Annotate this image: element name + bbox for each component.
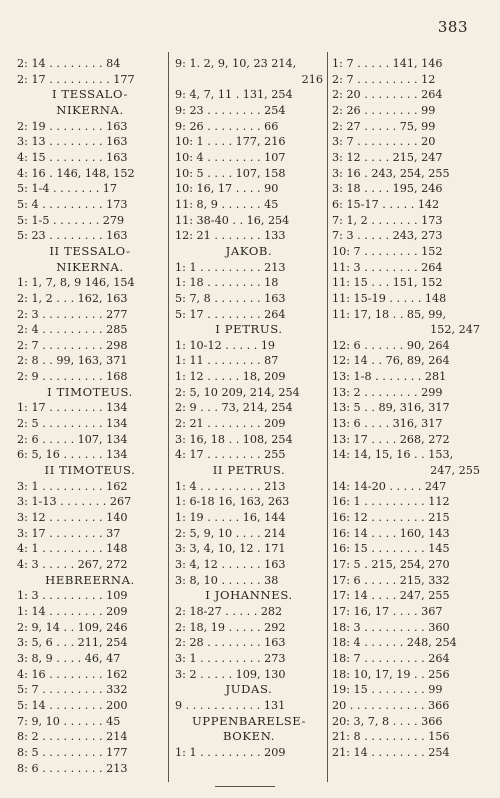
index-entry: 3: 8, 10 . . . . . . 38: [175, 573, 279, 587]
index-entry: 17: 16, 17 . . . . 367: [332, 604, 443, 618]
index-entry: 5: 1-5 . . . . . . . 279: [17, 213, 125, 227]
index-entry: 17: 14 . . . . 247, 255: [332, 589, 450, 603]
index-entry: 18: 10, 17, 19 . . 256: [332, 667, 450, 681]
index-entry: 1: 18 . . . . . . . . 18: [175, 276, 279, 290]
index-entry: 5: 7, 8 . . . . . . . 163: [175, 291, 286, 305]
index-entry: 11: 15 . . . 151, 152: [332, 276, 443, 290]
index-entry: 2: 9 . . . 73, 214, 254: [175, 401, 293, 415]
index-entry-continuation: 216: [301, 72, 323, 86]
index-entry: 7: 1, 2 . . . . . . . 173: [332, 213, 443, 227]
book-heading: I TESSALO-: [51, 87, 129, 102]
index-entry: 3: 12 . . . . 215, 247: [332, 150, 443, 164]
index-entry: 16: 1 . . . . . . . . . 112: [332, 495, 450, 509]
index-entry: 3: 4, 12 . . . . . . 163: [175, 558, 286, 571]
index-entry: 16: 14 . . . . 160, 143: [332, 526, 450, 540]
index-entry: 13: 6 . . . . 316, 317: [332, 417, 443, 431]
index-entry: 3: 1-13 . . . . . . . 267: [17, 495, 132, 509]
index-entry: 2: 5, 10 209, 214, 254: [175, 385, 300, 399]
index-entry: 10: 16, 17 . . . . 90: [175, 182, 279, 196]
index-entry: 21: 14 . . . . . . . . 254: [332, 745, 450, 759]
index-entry: 19: 15 . . . . . . . . 99: [332, 683, 443, 697]
index-entry: 2: 4 . . . . . . . . . 285: [17, 323, 128, 337]
index-entry: 3: 3, 4, 10, 12 . 171: [175, 542, 286, 556]
index-entry: 20 . . . . . . . . . . . 366: [332, 698, 450, 712]
index-entry: 13: 17 . . . . 268, 272: [332, 432, 450, 446]
index-entry: 10: 5 . . . . 107, 158: [175, 166, 286, 180]
index-entry: 2: 28 . . . . . . . . 163: [175, 636, 286, 650]
index-entry: 2: 19 . . . . . . . . 163: [17, 119, 128, 133]
book-heading: II TIMOTEUS.: [44, 463, 136, 478]
index-entry: 3: 1 . . . . . . . . . 162: [17, 479, 128, 493]
index-entry: 1: 1 . . . . . . . . . 213: [175, 260, 286, 274]
index-entry: 9: 4, 7, 11 . 131, 254: [175, 88, 293, 102]
index-entry: 2: 17 . . . . . . . . . 177: [17, 72, 135, 86]
page-number: 383: [437, 18, 468, 36]
index-entry: 12: 6 . . . . . . 90, 264: [332, 338, 450, 352]
index-entry: 3: 13 . . . . . . . . 163: [17, 135, 128, 149]
index-entry: 3: 5, 6 . . . 211, 254: [17, 636, 128, 650]
index-entry: 11: 38-40 . . 16, 254: [175, 213, 290, 227]
index-entry: 5: 1-4 . . . . . . . 17: [17, 182, 118, 196]
index-entry: 1: 10-12 . . . . . 19: [175, 338, 276, 352]
book-heading: I TIMOTEUS.: [47, 384, 133, 399]
index-entry: 7: 3 . . . . . 243, 273: [332, 229, 443, 243]
book-heading: NIKERNA.: [56, 102, 124, 117]
index-entry: 17: 5 . 215, 254, 270: [332, 558, 450, 571]
index-entry: 11: 3 . . . . . . . . 264: [332, 260, 443, 274]
index-entry: 2: 18, 19 . . . . . 292: [175, 620, 286, 634]
index-entry: 6: 5, 16 . . . . . . 134: [17, 448, 128, 462]
index-entry: 2: 9, 14 . . 109, 246: [17, 620, 128, 634]
index-entry: 20: 3, 7, 8 . . . . 366: [332, 714, 443, 728]
index-entry: 8: 5 . . . . . . . . . 177: [17, 745, 128, 759]
index-entry: 13: 1-8 . . . . . . . 281: [332, 370, 447, 384]
index-entry: 13: 5 . . 89, 316, 317: [332, 401, 450, 415]
index-entry: 2: 1, 2 . . . 162, 163: [17, 291, 128, 305]
index-entry: 11: 8, 9 . . . . . . 45: [175, 197, 279, 211]
book-heading: I JOHANNES.: [205, 588, 293, 603]
index-entry: 3: 16, 18 . . 108, 254: [175, 432, 293, 446]
index-entry: 2: 5 . . . . . . . . . 134: [17, 417, 128, 431]
index-entry: 2: 21 . . . . . . . . 209: [175, 417, 286, 431]
index-entry: 18: 4 . . . . . . 248, 254: [332, 636, 457, 650]
index-entry: 2: 20 . . . . . . . . 264: [332, 88, 443, 102]
index-entry: 2: 3 . . . . . . . . . 277: [17, 307, 128, 321]
index-entry: 13: 2 . . . . . . . . 299: [332, 385, 443, 399]
book-heading: NIKERNA.: [56, 259, 124, 274]
column-divider-left: [168, 52, 169, 782]
index-entry: 2: 6 . . . . . 107, 134: [17, 432, 128, 446]
book-heading: BOKEN.: [222, 729, 276, 744]
index-entry: 8: 2 . . . . . . . . . 214: [17, 730, 128, 744]
index-entry: 10: 1 . . . . 177, 216: [175, 135, 286, 149]
index-entry: 4: 17 . . . . . . . . 255: [175, 448, 286, 462]
index-entry: 1: 12 . . . . . 18, 209: [175, 370, 286, 384]
book-heading: JAKOB.: [225, 243, 273, 258]
index-entry: 2: 7 . . . . . . . . . 298: [17, 338, 128, 352]
index-entry: 14: 14-20 . . . . . 247: [332, 479, 447, 493]
index-entry: 8: 6 . . . . . . . . . 213: [17, 761, 128, 775]
index-entry: 6: 15-17 . . . . . 142: [332, 197, 440, 211]
index-entry: 5: 4 . . . . . . . . . 173: [17, 197, 128, 211]
index-entry: 2: 7 . . . . . . . . . 12: [332, 72, 436, 86]
index-entry: 5: 14 . . . . . . . . 200: [17, 698, 128, 712]
index-entry: 4: 15 . . . . . . . . 163: [17, 150, 128, 164]
column-divider-right: [327, 52, 328, 782]
index-entry: 7: 9, 10 . . . . . . 45: [17, 714, 121, 728]
index-entry: 4: 16 . 146, 148, 152: [17, 166, 135, 180]
index-entry: 5: 17 . . . . . . . . 264: [175, 307, 286, 321]
index-entry: 2: 5, 9, 10 . . . . 214: [175, 526, 286, 540]
book-heading: JUDAS.: [225, 682, 273, 697]
index-entry: 3: 1 . . . . . . . . . 273: [175, 651, 286, 665]
index-entry: 3: 17 . . . . . . . . 37: [17, 526, 121, 540]
index-entry: 4: 1 . . . . . . . . . 148: [17, 542, 128, 556]
index-entry: 10: 7 . . . . . . . . 152: [332, 244, 443, 258]
index-entry: 4: 3 . . . . . 267, 272: [17, 558, 128, 571]
index-entry: 9: 1. 2, 9, 10, 23 214,: [175, 57, 297, 70]
index-entry: 3: 16 . 243, 254, 255: [332, 166, 450, 180]
book-heading: I PETRUS.: [215, 322, 283, 337]
index-entry: 3: 7 . . . . . . . . . 20: [332, 135, 436, 149]
index-entry: 4: 16 . . . . . . . . 162: [17, 667, 128, 681]
index-entry: 5: 23 . . . . . . . . 163: [17, 229, 128, 243]
index-entry: 1: 6-18 16, 163, 263: [175, 495, 290, 509]
index-entry: 11: 15-19 . . . . . 148: [332, 291, 447, 305]
index-entry: 18: 7 . . . . . . . . . 264: [332, 651, 450, 665]
index-entry: 1: 1, 7, 8, 9 146, 154: [17, 276, 135, 290]
index-entry: 9 . . . . . . . . . . . 131: [175, 698, 286, 712]
index-entry: 1: 3 . . . . . . . . . 109: [17, 589, 128, 603]
index-entry-continuation: 152, 247: [430, 323, 480, 337]
index-entry: 11: 17, 18 . . 85, 99,: [332, 307, 447, 321]
index-column-1: [17, 56, 163, 776]
index-entry: 14: 14, 15, 16 . . 153,: [332, 448, 454, 462]
index-entry: 3: 18 . . . . 195, 246: [332, 182, 443, 196]
index-entry: 9: 23 . . . . . . . . 254: [175, 103, 286, 117]
index-entry: 1: 19 . . . . . 16, 144: [175, 511, 286, 525]
index-entry: 1: 4 . . . . . . . . . 213: [175, 479, 286, 493]
index-entry: 16: 15 . . . . . . . . 145: [332, 542, 450, 556]
index-entry: 2: 9 . . . . . . . . . 168: [17, 370, 128, 384]
index-entry: 17: 6 . . . . . 215, 332: [332, 573, 450, 587]
index-entry: 3: 2 . . . . . 109, 130: [175, 667, 286, 681]
book-heading: II PETRUS.: [212, 463, 286, 478]
book-heading: HEBREERNA.: [45, 572, 135, 587]
index-column-3: [332, 56, 480, 761]
book-heading: UPPENBARELSE-: [191, 713, 307, 728]
index-entry: 3: 12 . . . . . . . . 140: [17, 511, 128, 525]
index-entry: 1: 14 . . . . . . . . 209: [17, 604, 128, 618]
index-entry: 2: 18-27 . . . . . 282: [175, 604, 283, 618]
index-entry: 1: 7 . . . . . 141, 146: [332, 57, 443, 70]
index-entry: 2: 8 . . 99, 163, 371: [17, 354, 128, 368]
index-entry: 1: 11 . . . . . . . . 87: [175, 354, 279, 368]
index-entry: 21: 8 . . . . . . . . . 156: [332, 730, 450, 744]
index-entry: 3: 8, 9 . . . . 46, 47: [17, 651, 121, 665]
index-entry: 2: 27 . . . . . 75, 99: [332, 119, 436, 133]
index-entry: 2: 26 . . . . . . . . 99: [332, 103, 436, 117]
index-entry: 18: 3 . . . . . . . . . 360: [332, 620, 450, 634]
index-entry: 5: 7 . . . . . . . . . 332: [17, 683, 128, 697]
index-entry: 9: 26 . . . . . . . . 66: [175, 119, 279, 133]
index-entry: 12: 14 . . 76, 89, 264: [332, 354, 450, 368]
index-entry: 12: 21 . . . . . . . 133: [175, 229, 286, 243]
index-entry: 1: 1 . . . . . . . . . 209: [175, 745, 286, 759]
index-entry: 2: 14 . . . . . . . . 84: [17, 57, 121, 70]
index-entry: 1: 17 . . . . . . . . 134: [17, 401, 128, 415]
index-entry: 16: 12 . . . . . . . . 215: [332, 511, 450, 525]
book-heading: II TESSALO-: [49, 243, 131, 258]
index-entry-continuation: 247, 255: [430, 464, 480, 478]
footer-rule: [215, 786, 275, 787]
index-entry: 10: 4 . . . . . . . . 107: [175, 150, 286, 164]
index-column-2: [175, 56, 323, 761]
